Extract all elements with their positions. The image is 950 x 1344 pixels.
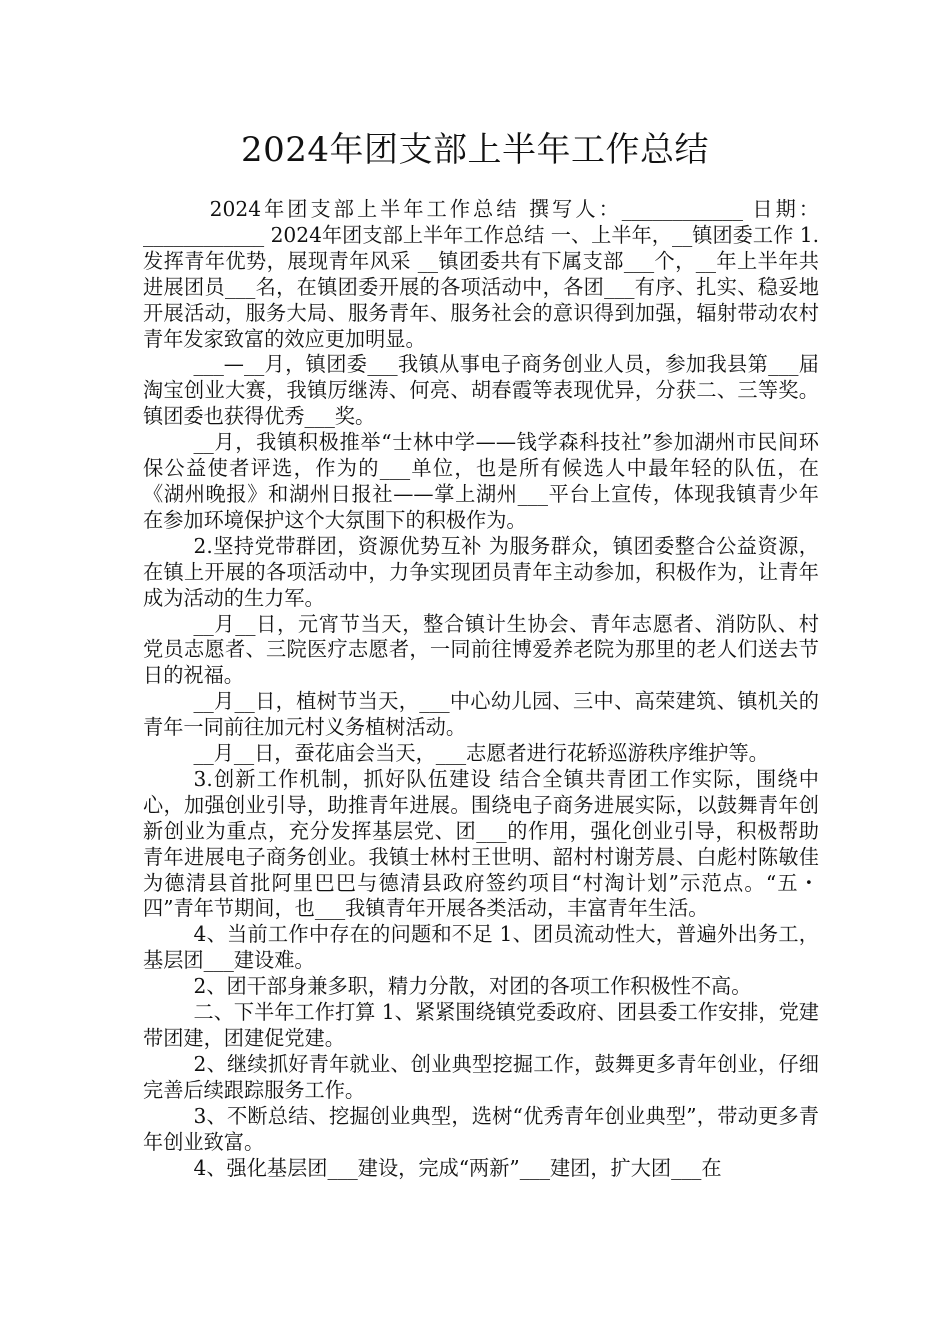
paragraph-plan-2: 2、继续抓好青年就业、创业典型挖掘工作，鼓舞更多青年创业，仔细完善后续跟踪服务工作。 <box>143 1051 819 1102</box>
paragraph-problems: 4、当前工作中存在的问题和不足 1、团员流动性大，普遍外出务工，基层团___建设难。 <box>143 922 819 973</box>
paragraph-plan-3: 3、不断总结、挖掘创业典型，选树“优秀青年创业典型”，带动更多青年创业致富。 <box>143 1103 819 1154</box>
paragraph-cadres: 2、团干部身兼多职，精力分散，对团的各项工作积极性不高。 <box>193 974 752 999</box>
paragraph-intro: 2024年团支部上半年工作总结 撰写人：____________ 日期：____________ 2024年团支部上半年工作总结 一、上半年，__镇团委工作 1.发挥青年优势，展现青年风采 __镇团委共有下属支部___个，__年上半年共进展团员___名，在镇团委开展的各项活动中，各团___有序、扎实、稳妥地开展活动，服务大局、服务青年、服务社会的意识得到加强，辐射带动农村青年发家致富的效应更加明显。 <box>143 197 819 351</box>
paragraph-innovation: 3.创新工作机制，抓好队伍建设 结合全镇共青团工作实际，围绕中心，加强创业引导，助推青年进展。围绕电子商务进展实际，以鼓舞青年创新创业为重点，充分发挥基层党、团___的作用，强化创业引导，积极帮助青年进展电子商务创业。我镇士林村王世明、韶村村谢芳晨、白彪村陈敏佳为德清县首批阿里巴巴与德清县政府签约项目“村淘计划”示范点。“五・四”青年节期间，也___我镇青年开展各类活动，丰富青年生活。 <box>143 766 819 921</box>
paragraph-lantern-festival: __月__日，元宵节当天，整合镇计生协会、青年志愿者、消防队、村党员志愿者、三院医疗志愿者，一同前往博爱养老院为那里的老人们送去节日的祝福。 <box>143 611 819 688</box>
paragraph-plan-4: 4、强化基层团___建设，完成“两新”___建团，扩大团___在 <box>193 1155 722 1180</box>
document-body <box>143 197 819 1181</box>
paragraph-party-group: 2.坚持党带群团，资源优势互补 为服务群众，镇团委整合公益资源，在镇上开展的各项活动中，力争实现团员青年主动参加，积极作为，让青年成为活动的生力军。 <box>143 533 819 610</box>
paragraph-taobao-contest: ___—__月，镇团委___我镇从事电子商务创业人员，参加我县第___届淘宝创业大赛，我镇厉继涛、何亮、胡春霞等表现优异，分获二、三等奖。镇团委也获得优秀___奖。 <box>143 352 819 429</box>
paragraph-plan-1: 二、下半年工作打算 1、紧紧围绕镇党委政府、团县委工作安排，党建带团建，团建促党建。 <box>143 1000 819 1050</box>
document-title: 2024年团支部上半年工作总结 <box>240 130 710 170</box>
paragraph-environment: __月，我镇积极推举“士林中学——钱学森科技社”参加湖州市民间环保公益使者评选，作为的___单位，也是所有候选人中最年轻的队伍，在《湖州晚报》和湖州日报社——掌上湖州___平台上宣传，体现我镇青少年在参加环境保护这个大氛围下的积极作为。 <box>143 430 819 532</box>
paragraph-temple-fair: __月__日，蚕花庙会当天，___志愿者进行花轿巡游秩序维护等。 <box>193 741 769 766</box>
paragraph-arbor-day: __月__日，植树节当天，___中心幼儿园、三中、高荣建筑、镇机关的青年一同前往加元村义务植树活动。 <box>143 689 819 740</box>
